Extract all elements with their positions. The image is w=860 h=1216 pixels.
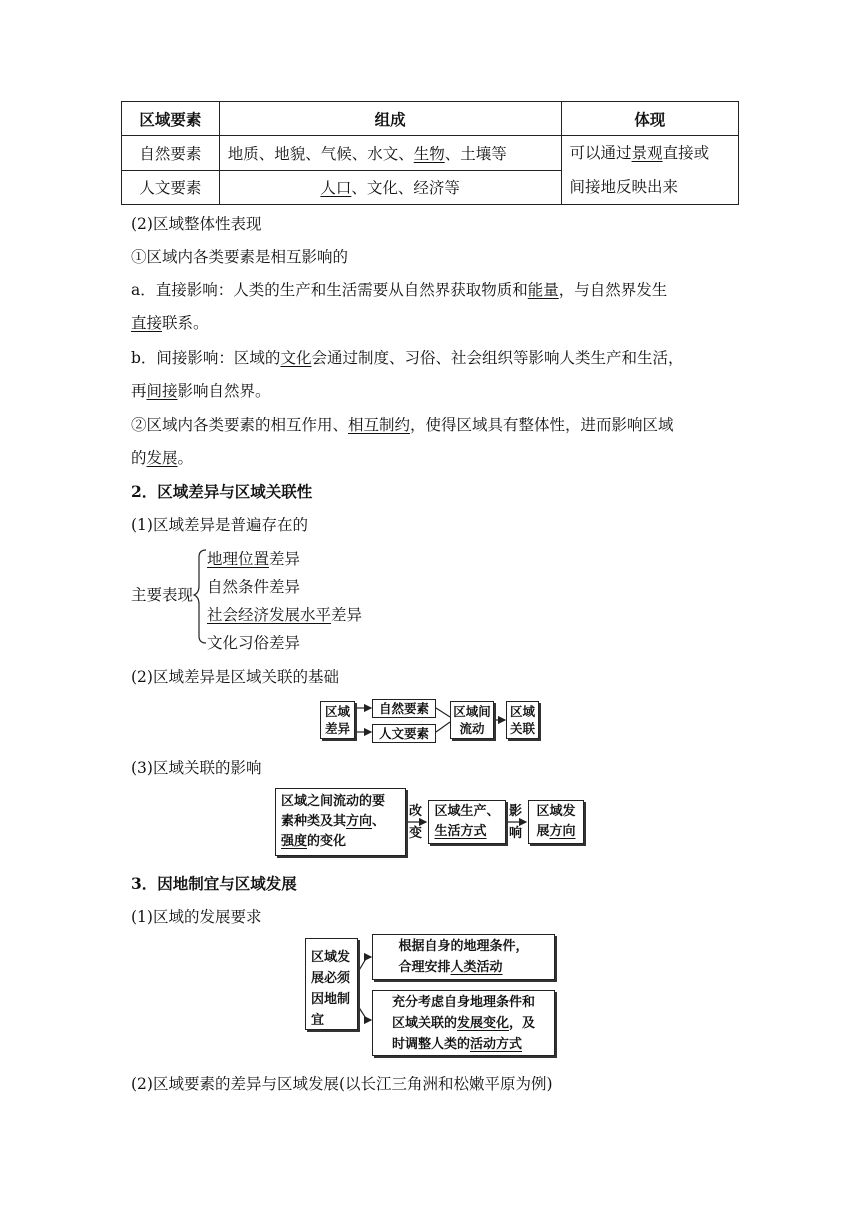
text: 会通过制度、习俗、社会组织等影响人类生产和生活， — [311, 349, 684, 367]
table-header: 区域要素 — [122, 102, 220, 136]
text: ②区域内各类要素的相互作用、 — [131, 416, 349, 434]
text: 根据自身的地理条件， — [398, 939, 529, 954]
box-text: 区域发展必须因地制宜 — [311, 950, 351, 1028]
table-header: 体现 — [561, 102, 738, 136]
section-title: 3．因地制宜与区域发展 — [131, 874, 297, 893]
box-text: 区域差异 — [324, 704, 350, 736]
text-underlined: 文化 — [280, 349, 312, 367]
text-underlined: 社会经济发展水平 — [207, 606, 332, 624]
text-underlined: 方向 — [549, 824, 576, 839]
text: 区域之间流动的要 — [281, 794, 386, 809]
box-text: 区域关联 — [509, 704, 535, 736]
text-underlined: 发展变化 — [456, 1015, 509, 1031]
arrow-label-change: 改变 — [409, 804, 423, 841]
brace-label: 主要表现 — [131, 586, 194, 604]
brace-item: 自然条件差异 — [207, 578, 301, 596]
text: ，与自然界发生 — [558, 281, 668, 299]
text: ，及 — [509, 1015, 536, 1031]
text: 素种类及其 — [281, 814, 347, 829]
cell-text: 间接地反映出来 — [569, 178, 679, 196]
text-underlined: 人类活动 — [450, 960, 503, 975]
subheading: (2)区域差异是区域关联的基础 — [131, 668, 339, 686]
text: 再 — [131, 382, 147, 400]
subheading: (2)区域整体性表现 — [131, 215, 262, 233]
text-underlined: 能量 — [527, 281, 559, 299]
text: 差异 — [331, 606, 363, 624]
text: 差异 — [269, 550, 301, 568]
text: 、 — [372, 814, 386, 829]
text: ，使得区域具有整体性，进而影响区域 — [410, 416, 674, 434]
arrow-label-influence: 影响 — [509, 804, 523, 841]
cell-text: 、文化、经济等 — [351, 179, 460, 198]
text: 合理安排 — [398, 960, 451, 975]
text-underlined: 强度 — [281, 834, 308, 849]
cell-text: 地质、地貌、气候、水文、 — [227, 144, 414, 163]
brace-item: 文化习俗差异 — [207, 634, 301, 652]
flow3-adjust-box — [372, 990, 555, 1056]
text: 。 — [177, 449, 194, 467]
box-text: 区域间流动 — [453, 704, 491, 736]
text-underlined: 方向 — [346, 814, 373, 829]
subheading: (1)区域差异是普遍存在的 — [131, 516, 308, 534]
text: 展 — [536, 824, 550, 839]
subheading: (3)区域关联的影响 — [131, 759, 262, 777]
text: 区域关联的 — [391, 1015, 457, 1031]
text: 联系。 — [162, 314, 209, 332]
cell-text: 直接或 — [662, 144, 710, 162]
table-header: 组成 — [219, 102, 561, 136]
table-cell: 自然要素 — [122, 136, 220, 171]
text-underlined: 发展 — [146, 449, 178, 467]
text-underlined: 直接 — [131, 314, 163, 332]
paragraph: ①区域内各类要素是相互影响的 — [131, 248, 349, 266]
cell-text-underlined: 景观 — [631, 144, 663, 162]
text: 充分考虑自身地理条件和 — [391, 994, 535, 1010]
subheading: (2)区域要素的差异与区域发展(以长江三角洲和松嫩平原为例) — [131, 1075, 553, 1093]
flow1-human: 人文要素 — [372, 724, 436, 743]
text-underlined: 相互制约 — [348, 416, 411, 434]
text: 区域生产、 — [434, 804, 500, 819]
flow1-natural: 自然要素 — [372, 699, 436, 718]
subheading: (1)区域的发展要求 — [131, 908, 262, 926]
text: 区域发 — [536, 804, 576, 819]
table-cell: 人文要素 — [122, 170, 220, 205]
cell-text: 、土壤等 — [444, 144, 507, 163]
flow3-requirement-box — [305, 938, 358, 1030]
text: a．直接影响：人类的生产和生活需要从自然界获取物质和 — [131, 281, 528, 299]
cell-text-underlined: 人口 — [320, 179, 352, 198]
text-underlined: 间接 — [146, 382, 178, 400]
text-underlined: 生活方式 — [434, 824, 487, 839]
text: 的变化 — [307, 834, 347, 849]
cell-text-underlined: 生物 — [413, 144, 445, 163]
text: 的 — [131, 449, 147, 467]
cell-text: 可以通过 — [569, 144, 632, 162]
text-underlined: 地理位置 — [207, 550, 270, 568]
text: 影响自然界。 — [177, 382, 271, 400]
flow3-activity-box — [372, 934, 555, 980]
text: 时调整人类的 — [391, 1036, 470, 1052]
text-underlined: 活动方式 — [469, 1036, 522, 1052]
section-title: 2．区域差异与区域关联性 — [131, 482, 313, 501]
text: b．间接影响：区域的 — [131, 349, 281, 367]
